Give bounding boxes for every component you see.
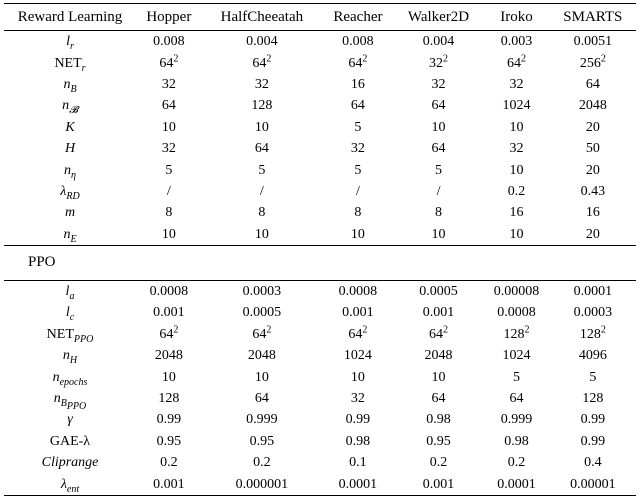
hyperparameter-table	[4, 3, 636, 496]
table-cell: 32	[254, 76, 269, 92]
table-cell: 1024	[502, 98, 531, 114]
param-symbol: K	[65, 119, 75, 135]
table-cell: 10	[161, 369, 176, 385]
param-label	[4, 302, 136, 323]
table-cell: 5	[165, 162, 173, 178]
table-cell: $64^2$	[159, 324, 179, 342]
table-cell: 0.00008	[493, 284, 540, 300]
table-cell: 0.0008	[338, 284, 378, 300]
param-symbol: l	[65, 305, 70, 321]
table-cell: 64	[254, 391, 269, 407]
table-cell: $64^2$	[159, 52, 179, 71]
param-label	[4, 452, 136, 473]
param-symbol: l	[65, 284, 70, 300]
table-cell: 20	[585, 226, 600, 242]
table-cell: 10	[254, 369, 269, 385]
table-row	[4, 324, 636, 345]
param-subscript: η	[71, 169, 76, 181]
table-cell: 0.0001	[497, 476, 536, 492]
table-cell: 0.000001	[235, 476, 289, 492]
param-symbol: Cliprange	[41, 455, 99, 471]
table-cell: 10	[509, 226, 524, 242]
param-label	[4, 388, 136, 412]
table-cell: 128	[158, 391, 180, 407]
param-symbol: γ	[67, 412, 73, 428]
table-cell: 0.001	[422, 476, 455, 492]
table-cell: 32	[431, 76, 446, 92]
table-cell: 0.0005	[242, 305, 282, 321]
table-cell: 16	[509, 205, 524, 221]
table-cell: 50	[585, 141, 600, 157]
table-row	[4, 280, 636, 302]
table-cell: 10	[350, 226, 365, 242]
param-label	[4, 224, 136, 246]
table-header-row	[4, 4, 636, 31]
table-cell: 0.0008	[497, 305, 536, 321]
table-cell: 64	[350, 98, 365, 114]
table-cell: 0.2	[253, 455, 271, 471]
header-reward-learning: Reward Learning	[17, 8, 123, 25]
table-cell: 10	[161, 119, 176, 135]
table-cell: 0.001	[153, 476, 185, 492]
table-cell: 64	[431, 391, 446, 407]
table-cell: 20	[585, 162, 600, 178]
header-walker2d: Walker2D	[407, 8, 470, 25]
table-row	[4, 366, 636, 387]
table-cell: 0.00001	[570, 476, 616, 492]
table-row	[4, 52, 636, 73]
table-cell: 0.99	[580, 433, 606, 449]
table-cell: $256^2$	[579, 52, 606, 71]
table-cell: 0.2	[160, 455, 178, 471]
table-cell: 0.0003	[573, 305, 613, 321]
table-cell: 32	[350, 141, 365, 157]
table-cell: 0.98	[504, 433, 529, 449]
table-cell: 64	[431, 98, 446, 114]
table-cell: 0.4	[584, 455, 602, 471]
table-cell: /	[436, 183, 441, 199]
table-cell: 0.0005	[419, 284, 458, 300]
table-cell: 10	[161, 226, 176, 242]
param-subscript: 𝓑	[69, 105, 78, 117]
param-label	[4, 345, 136, 366]
table-cell: 64	[254, 141, 269, 157]
table-row	[4, 181, 636, 202]
param-label	[4, 95, 136, 116]
ppo-section-label: PPO	[28, 254, 56, 271]
table-cell: 0.95	[249, 433, 275, 449]
table-cell: /	[355, 183, 360, 199]
param-subscript: c	[69, 312, 75, 324]
table-cell: 5	[512, 369, 520, 385]
table-cell: 0.001	[342, 305, 374, 321]
table-cell: $32^2$	[429, 52, 449, 71]
table-row	[4, 224, 636, 246]
table-row	[4, 452, 636, 473]
table-cell: 8	[354, 205, 362, 221]
table-cell: 0.99	[345, 412, 371, 428]
table-cell: 1024	[343, 348, 372, 364]
table-cell: 1024	[502, 348, 531, 364]
table-cell: /	[259, 183, 264, 199]
table-cell: 0.0001	[338, 476, 378, 492]
table-cell: 2048	[578, 98, 607, 114]
table-cell: 10	[431, 226, 446, 242]
param-label	[4, 181, 136, 202]
table-cell: 0.43	[580, 183, 606, 199]
table-cell: 0.0008	[149, 284, 189, 300]
table-cell: 10	[350, 369, 365, 385]
param-label	[4, 280, 136, 302]
table-cell: 0.2	[507, 455, 526, 471]
param-label	[4, 366, 136, 387]
table-cell: 0.99	[156, 412, 182, 428]
table-cell: 10	[254, 119, 269, 135]
header-iroko: Iroko	[500, 8, 533, 25]
table-cell: 64	[585, 76, 600, 92]
table-cell: 0.004	[422, 34, 455, 50]
param-symbol: n	[52, 369, 60, 385]
table-cell: 8	[165, 205, 173, 221]
table-cell: 0.98	[345, 433, 371, 449]
table-cell: 0.1	[349, 455, 367, 471]
ppo-section	[4, 280, 636, 495]
table-cell: 128	[251, 98, 273, 114]
table-cell: 128	[582, 391, 604, 407]
table-cell: $64^2$	[348, 52, 368, 71]
table-cell: 2048	[154, 348, 183, 364]
table-cell: 0.2	[507, 183, 526, 199]
table-cell: 5	[258, 162, 266, 178]
table-cell: 5	[589, 369, 597, 385]
param-symbol: n	[62, 348, 70, 364]
table-cell: $128^2$	[579, 324, 606, 342]
table-cell: 64	[509, 391, 524, 407]
table-row	[4, 388, 636, 409]
table-cell: 4096	[578, 348, 607, 364]
table-cell: 5	[435, 162, 443, 178]
param-symbol: NET	[46, 326, 74, 342]
param-subscript: E	[70, 233, 77, 245]
table-cell: 16	[585, 205, 600, 221]
param-symbol: n	[63, 76, 71, 92]
param-subscript: r	[81, 62, 86, 74]
table-cell: 2048	[247, 348, 276, 364]
table-cell: 8	[435, 205, 443, 221]
param-symbol: n	[53, 391, 61, 407]
header-reacher: Reacher	[333, 8, 383, 25]
table-row	[4, 345, 636, 366]
table-cell: 0.0051	[573, 34, 613, 50]
table-cell: 32	[161, 76, 176, 92]
table-cell: 32	[350, 391, 365, 407]
table-cell: 0.0003	[242, 284, 282, 300]
table-cell: 0.0001	[573, 284, 613, 300]
param-label	[4, 324, 136, 345]
param-subscript: ent	[66, 483, 80, 495]
param-symbol: m	[64, 205, 76, 221]
table-cell: $64^2$	[429, 324, 449, 342]
table-cell: 0.999	[500, 412, 533, 428]
param-label	[4, 431, 136, 452]
table-row	[4, 431, 636, 452]
param-label	[4, 117, 136, 138]
table-cell: 0.004	[246, 34, 278, 50]
table-cell: 0.001	[422, 305, 455, 321]
param-symbol: n	[62, 98, 70, 114]
table-cell: 0.003	[500, 34, 533, 50]
table-cell: $64^2$	[252, 52, 272, 71]
table-cell: 2048	[424, 348, 453, 364]
param-symbol: GAE-λ	[49, 433, 91, 449]
param-symbol: l	[66, 34, 70, 50]
table-cell: 10	[509, 119, 524, 135]
param-symbol: n	[63, 226, 71, 242]
table-cell: 5	[354, 119, 362, 135]
param-subscript: a	[69, 290, 75, 302]
param-symbol: λ	[60, 476, 67, 492]
header-halfcheeatah: HalfCheeatah	[220, 8, 304, 25]
param-label	[4, 473, 136, 495]
param-label	[4, 52, 136, 73]
table-row	[4, 95, 636, 116]
table-cell: 8	[258, 205, 266, 221]
table-row	[4, 409, 636, 430]
table-cell: $64^2$	[506, 52, 526, 71]
table-cell: 10	[431, 119, 446, 135]
param-label	[4, 409, 136, 430]
table-cell: 0.008	[342, 34, 374, 50]
param-label	[4, 31, 136, 53]
param-subscript: B	[70, 83, 77, 95]
table-cell: /	[166, 183, 171, 199]
table-row	[4, 159, 636, 180]
param-symbol: n	[64, 162, 72, 178]
table-cell: 64	[161, 98, 176, 114]
header-hopper: Hopper	[146, 8, 192, 25]
table-cell: $128^2$	[503, 324, 530, 342]
table-cell: 10	[509, 162, 524, 178]
table-cell: 0.99	[580, 412, 606, 428]
table-cell: 0.001	[153, 305, 185, 321]
table-cell: 0.95	[156, 433, 182, 449]
param-label	[4, 138, 136, 159]
table-cell: $64^2$	[252, 324, 272, 342]
param-symbol: NET	[54, 55, 82, 71]
param-label	[4, 202, 136, 223]
table-row	[4, 473, 636, 495]
table-cell: 0.999	[246, 412, 278, 428]
param-symbol: λ	[60, 183, 67, 199]
table-cell: 10	[254, 226, 269, 242]
table-cell: 10	[431, 369, 446, 385]
param-label	[4, 74, 136, 95]
table-row	[4, 138, 636, 159]
param-label	[4, 159, 136, 180]
param-symbol: H	[64, 141, 76, 157]
table-cell: 20	[585, 119, 600, 135]
param-subscript: r	[69, 40, 74, 52]
table-cell: 32	[509, 76, 524, 92]
param-subscript: PPO	[73, 333, 94, 345]
param-subscript: BPPO	[60, 397, 87, 412]
table-row	[4, 302, 636, 323]
table-cell: 0.008	[153, 34, 185, 50]
table-cell: 5	[354, 162, 362, 178]
table-row	[4, 117, 636, 138]
table-row	[4, 202, 636, 223]
ppo-section-header	[4, 245, 636, 280]
table-cell: 0.2	[429, 455, 448, 471]
param-subscript: H	[69, 355, 78, 367]
table-cell: 0.98	[426, 412, 451, 428]
table-cell: 32	[509, 141, 524, 157]
table-cell: $64^2$	[348, 324, 368, 342]
table-row	[4, 31, 636, 53]
header-smarts: SMARTS	[563, 8, 623, 25]
table-cell: 64	[431, 141, 446, 157]
table-cell: 0.95	[426, 433, 451, 449]
table-cell: 16	[350, 76, 365, 92]
reward-learning-section	[4, 31, 636, 246]
table-row	[4, 74, 636, 95]
table-cell: 32	[161, 141, 176, 157]
param-subscript: RD	[66, 190, 80, 202]
param-subscript: epochs	[59, 376, 88, 388]
